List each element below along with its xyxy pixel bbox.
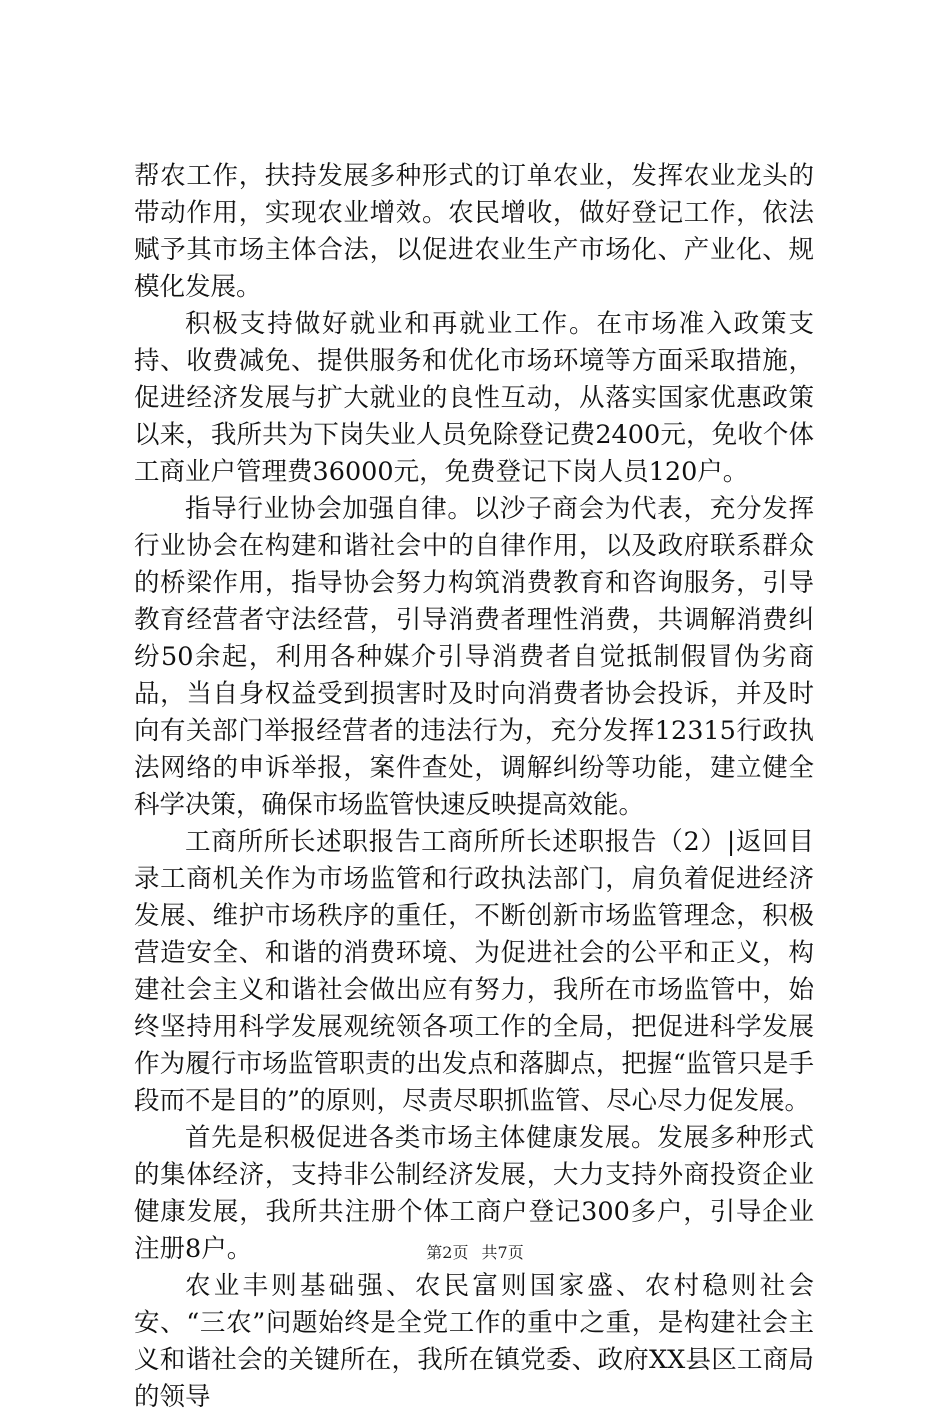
document-body: [134, 158, 814, 1416]
paragraph-agriculture: 农业丰则基础强、农民富则国家盛、农村稳则社会安、“三农”问题始终是全党工作的重中之重，是构建社会主义和谐社会的关键所在，我所在镇党委、政府XX县区工商局的领导: [134, 1271, 814, 1412]
paragraph-market-entities: 首先是积极促进各类市场主体健康发展。发展多种形式的集体经济，支持非公制经济发展，大力支持外商投资企业健康发展，我所共注册个体工商户登记300多户，引导企业注册8户。: [134, 1123, 814, 1264]
paragraph-industry-association: 指导行业协会加强自律。以沙子商会为代表，充分发挥行业协会在构建和谐社会中的自律作用，以及政府联系群众的桥梁作用，指导协会努力构筑消费教育和咨询服务，引导教育经营者守法经营，引导消费者理性消费，共调解消费纠纷50余起，利用各种媒介引导消费者自觉抵制假冒伪劣商品，当自身权益受到损害时及时向消费者协会投诉，并及时向有关部门举报经营者的违法行为，充分发挥12315行政执法网络的申诉举报，案件查处，调解纠纷等功能，建立健全科学决策，确保市场监管快速反映提高效能。: [134, 494, 814, 820]
paragraph-report-section: 工商所所长述职报告工商所所长述职报告（2）|返回目录工商机关作为市场监管和行政执法部门，肩负着促进经济发展、维护市场秩序的重任，不断创新市场监管理念，积极营造安全、和谐的消费环境、为促进社会的公平和正义，构建社会主义和谐社会做出应有努力，我所在市场监管中，始终坚持用科学发展观统领各项工作的全局，把促进科学发展作为履行市场监管职责的出发点和落脚点，把握“监管只是手段而不是目的”的原则，尽责尽职抓监管、尽心尽力促发展。: [134, 827, 814, 1116]
page-footer: [0, 1243, 950, 1263]
page-number: 第2页: [426, 1243, 469, 1262]
page-total: 共7页: [481, 1243, 524, 1262]
paragraph-employment: 积极支持做好就业和再就业工作。在市场准入政策支持、收费减免、提供服务和优化市场环境等方面采取措施，促进经济发展与扩大就业的良性互动，从落实国家优惠政策以来，我所共为下岗失业人员免除登记费2400元，免收个体工商业户管理费36000元，免费登记下岗人员120户。: [134, 309, 814, 487]
paragraph-continuation: 帮农工作，扶持发展多种形式的订单农业，发挥农业龙头的带动作用，实现农业增效。农民增收，做好登记工作，依法赋予其市场主体合法，以促进农业生产市场化、产业化、规模化发展。: [134, 161, 814, 302]
